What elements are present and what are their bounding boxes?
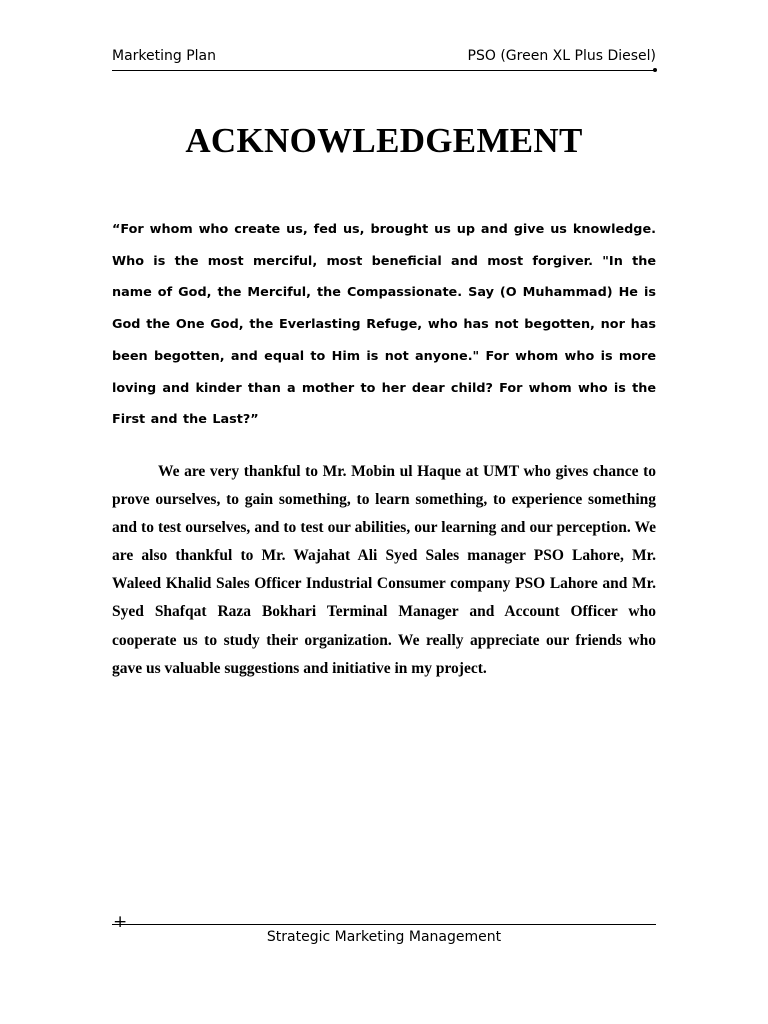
footer-plus-mark: + <box>113 912 128 932</box>
opening-quote: “For whom who create us, fed us, brought us up and give us knowledge. Who is the most merciful, most beneficial and most forgiver. "In the name of God, the Merciful, the Compassionate. Say (O Muhammad) He is God the One God, the Everlasting Refuge, who has not begotten, nor has been begotten, and equal to Him is not anyone." For whom who is more loving and kinder than a mother to her dear child? For whom who is the First and the Last?” <box>112 222 656 428</box>
footer-text: Strategic Marketing Management <box>266 929 502 945</box>
page-title: ACKNOWLEDGEMENT <box>185 121 583 160</box>
page-header <box>112 46 656 68</box>
header-rule <box>112 70 656 71</box>
header-right-text: PSO (Green XL Plus Diesel) <box>467 48 656 64</box>
footer-rule <box>112 924 656 925</box>
acknowledgement-paragraph: We are very thankful to Mr. Mobin ul Haque at UMT who gives chance to prove ourselves, to gain something, to learn something, to experience something and to test ourselves, and to test our abilities, our learning and our perception. We are also thankful to Mr. Wajahat Ali Syed Sales manager PSO Lahore, Mr. Waleed Khalid Sales Officer Industrial Consumer company PSO Lahore and Mr. Syed Shafqat Raza Bokhari Terminal Manager and Account Officer who cooperate us to study their organization. We really appreciate our friends who gave us valuable suggestions and initiative in my project. <box>112 463 656 677</box>
header-left-text: Marketing Plan <box>112 48 217 64</box>
header-rule-end-dot <box>653 68 657 72</box>
